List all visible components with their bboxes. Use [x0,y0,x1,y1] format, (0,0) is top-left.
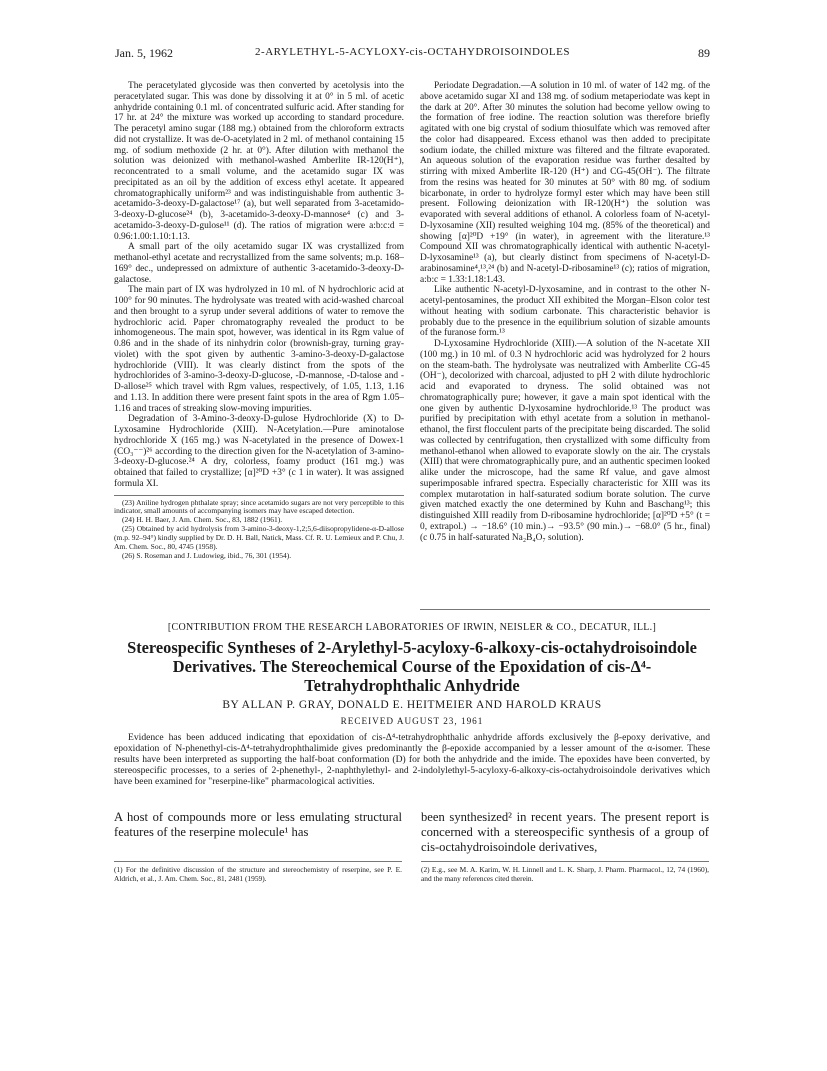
header-date: Jan. 5, 1962 [115,46,173,60]
section-divider [420,609,710,610]
right-paragraph: D-Lyxosamine Hydrochloride (XIII).—A solution of the N-acetate XII (100 mg.) in 10 ml. of 0.3 N hydrochloric acid was hydrolyzed for 2 hours on the steam-bath. The hydrolysate was neutralized with Amberlite CG-45 (OH⁻), decolorized with charcoal, adjusted to pH 2 with dilute hydrochloric acid and evaporated to dryness. The solid obtained was not chromatographically pure; however, it gave a main spot identical with the one given by authentic D-lyxosamine hydrochloride.¹³ The product was purified by precipitation with ethyl acetate from a solution in methanol-ethanol, the first flocculent parts of the precipitate being discarded. The solid was collected by centrifugation, then crystallized with some difficulty from methanol-ethanol when allowed to evaporate slowly on the air. The crystals (XIII) that were chromatographically pure, and an authentic specimen looked alike under the microscope, had the same Rf value, and gave almost superimposable infrared spectra. Especially characteristic for XIII was its complex mutarotation in half-saturated sodium borate solution. The curve given matched exactly the one determined by Kuhn and Baschang¹³; this distinguished XIII readily from D-ribosamine hydrochloride; [α]²⁰D +5° (t = 0, extrapol.) → −18.6° (10 min.)→ −93.5° (90 min.)→ −68.0° (5 hr., final) (c 0.75 in half-saturated Na₂B₄O₇ solution). [420,339,710,543]
article-title: Stereospecific Syntheses of 2-Arylethyl-5-acyloxy-6-alkoxy-cis-octahydroisoindole Derivatives. The Stereochemical Course of the Epoxidation of cis-Δ⁴-Tetrahydrophthalic Anhydride [127,638,697,695]
page-number: 89 [698,46,710,60]
footnote-24: (24) H. H. Baer, J. Am. Chem. Soc., 83, 1882 (1961). [122,515,283,525]
footnote-23: (23) Aniline hydrogen phthalate spray; since acetamido sugars are not very perceptible to this indicator, small amounts of accompanying isomers may have escaped detection. [114,497,404,516]
right-column [420,81,710,543]
footnote-2: (2) E.g., see M. A. Karim, W. H. Linnell and L. K. Sharp, J. Pharm. Pharmacol., 12, 74 (1960), and the many references cited therein. [421,861,709,883]
intro-right: been synthesized² in recent years. The present report is concerned with a stereospecific synthesis of a group of cis-octahydroisoindole derivatives, [421,810,709,854]
intro-left: A host of compounds more or less emulating structural features of the reserpine molecule¹ has [114,810,402,839]
left-paragraph: The main part of IX was hydrolyzed in 10 ml. of N hydrochloric acid at 100° for 90 minutes. The hydrolysate was treated with acid-washed charcoal and then brought to a syrup under several additions of water to remove the hydrochloric acid. Paper chromatography revealed the product to be inhomogeneous. The main spot, however, was identical in its Rgm value of 0.86 and in the shade of its ninhydrin color (brownish-gray, turning gray-violet) with the spot given by authentic 3-amino-3-deoxy-D-galactose hydrochloride (VIII). It was clearly distinct from the spots of the hydrochlorides of 3-amino-3-deoxy-D-glucose, -D-mannose, -D-talose and -D-allose²⁵ which travel with Rgm values, respectively, of 1.05, 1.13, 1.16 and 1.13. In addition there were present faint spots in the area of Rgm 1.05–1.16 and traces of streaking slow-moving impurities. [114,285,404,414]
left-column [114,81,404,561]
footnote-1: (1) For the definitive discussion of the structure and stereochemistry of reserpine, see P. E. Aldrich, et al., J. Am. Chem. Soc., 81, 2481 (1959). [114,861,402,883]
left-footnotes [114,495,404,562]
header-running-title: 2-ARYLETHYL-5-ACYLOXY-cis-OCTAHYDROISOINDOLES [255,46,570,58]
right-paragraph: Like authentic N-acetyl-D-lyxosamine, and in contrast to the other N-acetyl-pentosamines, the product XII exhibited the Morgan–Elson color test without heating with sodium carbonate. This characteristic behavior is probably due to the presence in the equilibrium solution of sizable amounts of the furanose form.¹³ [420,285,710,339]
right-paragraph: Periodate Degradation.—A solution in 10 ml. of water of 142 mg. of the above acetamido sugar XI and 138 mg. of sodium metaperiodate was kept in the dark at 20°. After 30 minutes the solution had become yellow owing to the formation of free iodine. The reaction solution was therefore briefly agitated with one big crystal of sodium thiosulfate which was removed after the color had disappeared. Excess ethanol was then added to precipitate sodium iodate, the chilled mixture was filtered and the filtrate evaporated. An aqueous solution of the evaporation residue was further desalted by stirring with mixed Amberlite IR-120 (H⁺) and CG-45(OH⁻). The filtrate from the resins was heated for 30 minutes at 50° with 80 mg. of sodium bicarbonate, in order to hydrolyze formyl ester which may have been still present. Following deionization with IR-120(H⁺) the solution was evaporated with several additions of ethanol. A colorless foam of N-acetyl-D-lyxosamine (XII) resulted weighing 104 mg. (85% of the theoretical) and showing [α]²⁰D +19° (in water), in agreement with the literature.¹³ Compound XII was chromatographically identical with authentic N-acetyl-D-lyxosamine¹³ (a), but clearly distinct from specimens of N-acetyl-D-arabinosamine⁴,¹³,²⁴ (b) and N-acetyl-D-ribosamine¹³ (c); ratios of migration, a:b:c = 1.33:1.18:1.43. [420,81,710,285]
abstract [114,733,710,788]
contribution-line: [CONTRIBUTION FROM THE RESEARCH LABORATORIES OF IRWIN, NEISLER & CO., DECATUR, ILL.] [167,622,657,633]
footnote-26: (26) S. Roseman and J. Ludowieg, ibid., 76, 301 (1954). [122,551,292,561]
left-paragraph: Degradation of 3-Amino-3-deoxy-D-gulose Hydrochloride (X) to D-Lyxosamine Hydrochloride (XIII). N-Acetylation.—Pure aminotalose hydrochloride X (165 mg.) was N-acetylated in the presence of Dowex-1 (CO₃⁻⁻)²⁶ according to the direction given for the N-acetylation of 3-amino-3-deoxy-D-glucose.²⁴ A dry, colorless, foamy product (161 mg.) was obtained that failed to crystallize; [α]²⁰D +3° (c 1 in water). It was assigned formula XI. [114,414,404,489]
left-paragraph: The peracetylated glycoside was then converted by acetolysis into the peracetylated sugar. This was done by dissolving it at 0° in 5 ml. of acetic anhydride containing 0.1 ml. of concentrated sulfuric acid. After standing for 17 hr. at 24° the mixture was worked up according to standard procedure. The peracetyl amino sugar (188 mg.) obtained from the chloroform extracts did not crystallize. It was de-O-acetylated in 2 ml. of methanol containing 15 mg. of sodium methoxide (2 hr. at 0°). After dilution with methanol the solution was deionized with methanol-washed Amberlite IR-120(H⁺), reconcentrated to a small volume, and the acetamido sugar IX was precipitated as an oil by the addition of excess ethyl acetate. It appeared chromatographically uniform²³ and was indistinguishable from authentic 3-acetamido-3-deoxy-D-galactose¹⁷ (a), but well separated from 3-acetamido-3-deoxy-D-glucose²⁴ (b), 3-acetamido-3-deoxy-D-mannose⁴ (c) and 3-acetamido-3-deoxy-D-gulose¹¹ (d). The ratios of migration were a:b:c:d = 0.96:1.00:1.10:1.13. [114,81,404,242]
left-paragraph: A small part of the oily acetamido sugar IX was crystallized from methanol-ethyl acetate and recrystallized from the same solvents; m.p. 168–169° dec., undepressed on admixture of authentic 3-acetamido-3-deoxy-D-galactose. [114,242,404,285]
article-authors: BY ALLAN P. GRAY, DONALD E. HEITMEIER AND HAROLD KRAUS [222,699,602,711]
received-date: RECEIVED AUGUST 23, 1961 [340,716,484,726]
footnote-25: (25) Obtained by acid hydrolysis from 3-amino-3-deoxy-1,2;5,6-diisopropylidene-α-D-allose (m.p. 92–94°) kindly supplied by Dr. D. H. Ball, Natick, Mass. Cf. R. U. Lemieux and P. Chu, J. Am. Chem. Soc., 80, 4745 (1958). [114,524,404,552]
page-header [115,46,710,62]
abstract-text: Evidence has been adduced indicating that epoxidation of cis-Δ⁴-tetrahydrophthalic anhydride affords exclusively the β-epoxy derivative, and epoxidation of N-phenethyl-cis-Δ⁴-tetrahydrophthalimide gives predominantly the β-epoxide accompanied by a lesser amount of the α-isomer. These results have been interpreted as supporting the half-boat conformation (D) for both the anhydride and the imide. The epoxides have been converted, by stereospecific processes, to a series of 2-phenethyl-, 2-naphthylethyl- and 2-indolylethyl-5-acyloxy-6-alkoxy-cis-octahydroisoindole derivatives which have been examined for "reserpine-like" pharmacological activities. [114,732,710,787]
